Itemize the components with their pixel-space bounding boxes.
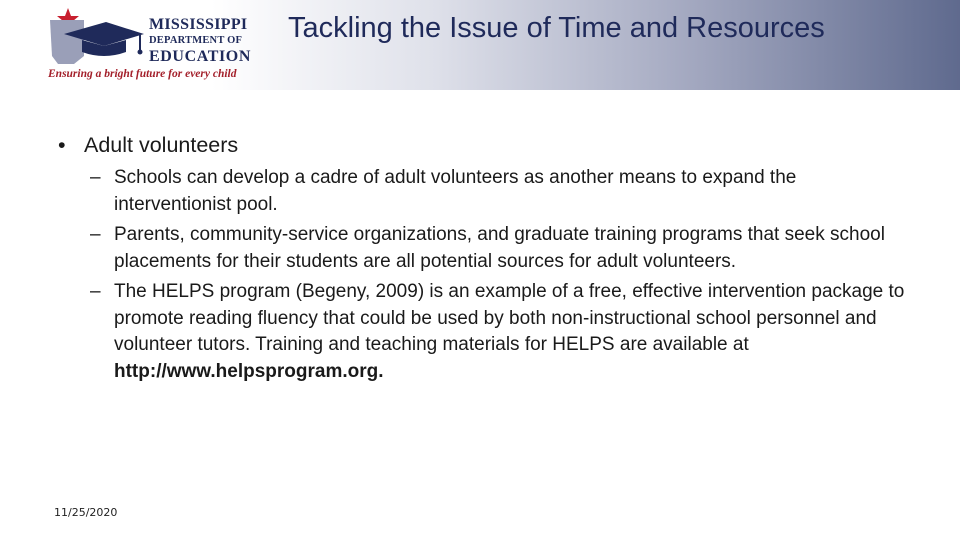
- sub-bullet-mark: –: [90, 167, 101, 188]
- slide-date: 11/25/2020: [54, 506, 118, 519]
- sub-bullet-text: Schools can develop a cadre of adult volunteers as another means to expand the interventionist pool.: [114, 167, 797, 215]
- sub-bullet-item: [90, 222, 918, 275]
- slide-title: Tackling the Issue of Time and Resources: [288, 12, 825, 44]
- sub-bullet-text: Parents, community-service organizations, and graduate training programs that seek school placements for their students are all potential sources for adult volunteers.: [114, 224, 885, 272]
- sub-bullet-mark: –: [90, 281, 101, 302]
- sub-bullet-list: [90, 165, 918, 385]
- bullet-mark: •: [58, 133, 66, 157]
- bullet-text: Adult volunteers: [84, 133, 239, 157]
- mississippi-state-shape: [50, 20, 84, 64]
- logo-line1: MISSISSIPPI: [149, 16, 248, 33]
- slide-content: [58, 131, 918, 389]
- graduation-cap-state-icon: [44, 6, 154, 68]
- logo-line3: EDUCATION: [149, 48, 252, 65]
- logo-tagline: Ensuring a bright future for every child: [48, 68, 237, 80]
- sub-bullet-text: The HELPS program (Begeny, 2009) is an example of a free, effective intervention package to promote reading fluency that could be used by both non-instructional school personnel and volunteer tutors. Training and teaching materials for HELPS are available at: [114, 281, 905, 355]
- sub-bullet-item: [90, 279, 918, 385]
- helps-link[interactable]: http://www.helpsprogram.org.: [114, 360, 384, 382]
- mde-logo: [44, 6, 274, 86]
- sub-bullet-item: [90, 165, 918, 218]
- logo-line2: DEPARTMENT OF: [149, 35, 243, 46]
- bullet-adult-volunteers: [58, 131, 918, 159]
- sub-bullet-mark: –: [90, 224, 101, 245]
